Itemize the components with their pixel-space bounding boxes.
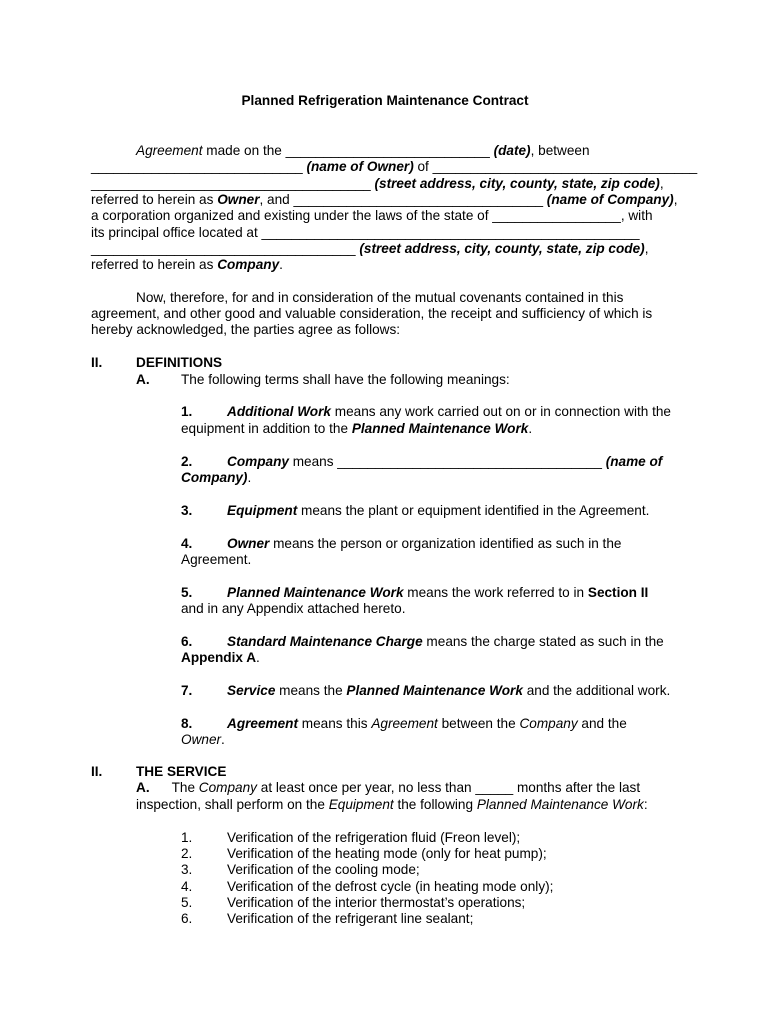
subsection-label: A.: [136, 780, 150, 795]
text: means this: [298, 716, 372, 731]
term: Equipment: [328, 797, 394, 812]
def-term: Additional Work: [227, 404, 331, 419]
text: .: [221, 732, 225, 747]
def-5: [227, 585, 648, 601]
text: of: [413, 159, 433, 174]
service-item-number: 5.: [181, 895, 193, 910]
text: means the plant or equipment identified in the Agreement.: [297, 503, 650, 518]
blank-owner-street[interactable]: _____________________________________: [91, 176, 371, 191]
text: between the: [437, 716, 520, 731]
def-6: [227, 634, 664, 650]
subsection-label: A.: [136, 372, 150, 387]
term-company: Company: [217, 257, 280, 272]
term-owner: Owner: [217, 192, 260, 207]
def-8: [227, 716, 627, 732]
def-term: Standard Maintenance Charge: [227, 634, 423, 649]
blank-owner-name[interactable]: ____________________________: [91, 159, 303, 174]
label-company: Company): [181, 470, 248, 485]
text: .: [256, 650, 260, 665]
section-reference: Section II: [587, 585, 649, 600]
service-item-number: 6.: [181, 911, 193, 926]
def-term: Planned Maintenance Work: [351, 421, 529, 436]
def-3: [227, 503, 649, 519]
def-number: 7.: [181, 683, 193, 698]
label-name-company: (name of Company): [546, 192, 674, 207]
service-item: Verification of the cooling mode;: [227, 862, 420, 877]
section-heading-service: THE SERVICE: [136, 764, 227, 779]
term: Company: [519, 716, 578, 731]
blank-company-name[interactable]: _________________________________: [293, 192, 544, 207]
text: months after the last: [513, 780, 641, 795]
section-numeral: II.: [91, 764, 103, 779]
text: and the additional work.: [522, 683, 671, 698]
text: at least once per year, no less than: [256, 780, 476, 795]
def-7: [227, 683, 670, 699]
text: ,: [659, 176, 664, 191]
def-1-line-2: [181, 421, 532, 437]
label-street-1: (street address, city, county, state, zip code): [374, 176, 660, 191]
service-item-number: 1.: [181, 830, 193, 845]
text: its principal office located at: [91, 225, 262, 240]
text: .: [528, 421, 533, 436]
text: , with: [620, 208, 653, 223]
def-term: Equipment: [227, 503, 298, 518]
blank-date[interactable]: ___________________________: [285, 143, 490, 158]
def-term: Planned Maintenance Work: [227, 585, 404, 600]
service-item-number: 4.: [181, 879, 193, 894]
term: Company: [198, 780, 257, 795]
service-item: Verification of the heating mode (only for heat pump);: [227, 846, 547, 861]
intro-line-2: [91, 159, 697, 175]
text: ,: [673, 192, 678, 207]
term: Agreement: [371, 716, 438, 731]
text: .: [279, 257, 283, 272]
blank-owner-address[interactable]: ___________________________________: [432, 159, 698, 174]
consideration-line-1: Now, therefore, for and in consideration of the mutual covenants contained in this: [136, 290, 624, 305]
def-1: [227, 404, 671, 420]
section-numeral: II.: [91, 355, 103, 370]
text: means the work referred to in: [403, 585, 588, 600]
text: means the charge stated as such in the: [422, 634, 664, 649]
def-number: 6.: [181, 634, 193, 649]
text: referred to herein as: [91, 257, 218, 272]
intro-line-6: [91, 225, 640, 241]
blank-months[interactable]: _____: [475, 780, 514, 795]
text: equipment in addition to the: [181, 421, 352, 436]
def-number: 1.: [181, 404, 193, 419]
def-term: Agreement: [227, 716, 299, 731]
def-term: Owner: [227, 536, 270, 551]
intro-line-7: [91, 241, 648, 257]
label-name-owner: (name of Owner): [306, 159, 414, 174]
intro-line-5: [91, 208, 653, 224]
def-2: [227, 454, 662, 470]
def-number: 5.: [181, 585, 193, 600]
text: made on the: [202, 143, 286, 158]
text: ,: [644, 241, 649, 256]
intro-line-4: [91, 192, 677, 208]
service-a-line-2: [136, 797, 648, 813]
def-4-line-2: Agreement.: [181, 552, 252, 567]
text: means any work carried out on or in connection with the: [330, 404, 671, 419]
text: referred to herein as: [91, 192, 218, 207]
def-term: Service: [227, 683, 276, 698]
text: means the: [275, 683, 347, 698]
intro-line-8: [91, 257, 283, 273]
section-heading-definitions: DEFINITIONS: [136, 355, 223, 370]
text: :: [643, 797, 648, 812]
intro-line-3: [91, 176, 664, 192]
text: , between: [530, 143, 590, 158]
label-street-2: (street address, city, county, state, zip code): [359, 241, 645, 256]
def-5-line-2: and in any Appendix attached hereto.: [181, 601, 406, 616]
blank-company-street[interactable]: ___________________________________: [91, 241, 356, 256]
def-number: 2.: [181, 454, 193, 469]
subsection-text: The following terms shall have the following meanings:: [181, 372, 510, 387]
blank-state[interactable]: _________________: [492, 208, 621, 223]
text: , and: [259, 192, 294, 207]
text: .: [247, 470, 252, 485]
text: a corporation organized and existing under the laws of the state of: [91, 208, 493, 223]
text: and the: [577, 716, 627, 731]
term: Planned Maintenance Work: [476, 797, 644, 812]
def-8-line-2: [181, 732, 225, 748]
service-item: Verification of the interior thermostat’s operations;: [227, 895, 526, 910]
def-4: [227, 536, 621, 552]
appendix-reference: Appendix A: [181, 650, 257, 665]
def-number: 4.: [181, 536, 193, 551]
service-item: Verification of the refrigerant line sealant;: [227, 911, 474, 926]
blank-office[interactable]: __________________________________________________: [261, 225, 640, 240]
service-a-line-1: [136, 780, 640, 796]
label-date: (date): [493, 143, 531, 158]
blank-company-def[interactable]: ___________________________________: [337, 454, 602, 469]
service-item: Verification of the defrost cycle (in heating mode only);: [227, 879, 554, 894]
text: inspection, shall perform on the: [136, 797, 329, 812]
service-item: Verification of the refrigeration fluid (Freon level);: [227, 830, 521, 845]
consideration-line-2: agreement, and other good and valuable consideration, the receipt and sufficiency of which is: [91, 306, 653, 321]
intro-line-1: [136, 143, 590, 159]
def-number: 8.: [181, 716, 193, 731]
text: means: [288, 454, 338, 469]
def-2-line-2: [181, 470, 251, 486]
label-name-of: (name of: [605, 454, 663, 469]
def-number: 3.: [181, 503, 193, 518]
text: means the person or organization identified as such in the: [269, 536, 622, 551]
text: The: [171, 780, 199, 795]
def-term: Planned Maintenance Work: [346, 683, 523, 698]
term-agreement: Agreement: [136, 143, 203, 158]
text: the following: [393, 797, 477, 812]
def-6-line-2: [181, 650, 260, 666]
service-item-number: 2.: [181, 846, 193, 861]
def-term: Company: [227, 454, 289, 469]
consideration-line-3: hereby acknowledged, the parties agree as follows:: [91, 322, 401, 337]
service-item-number: 3.: [181, 862, 193, 877]
page-title: Planned Refrigeration Maintenance Contract: [241, 93, 529, 108]
term: Owner: [181, 732, 222, 747]
